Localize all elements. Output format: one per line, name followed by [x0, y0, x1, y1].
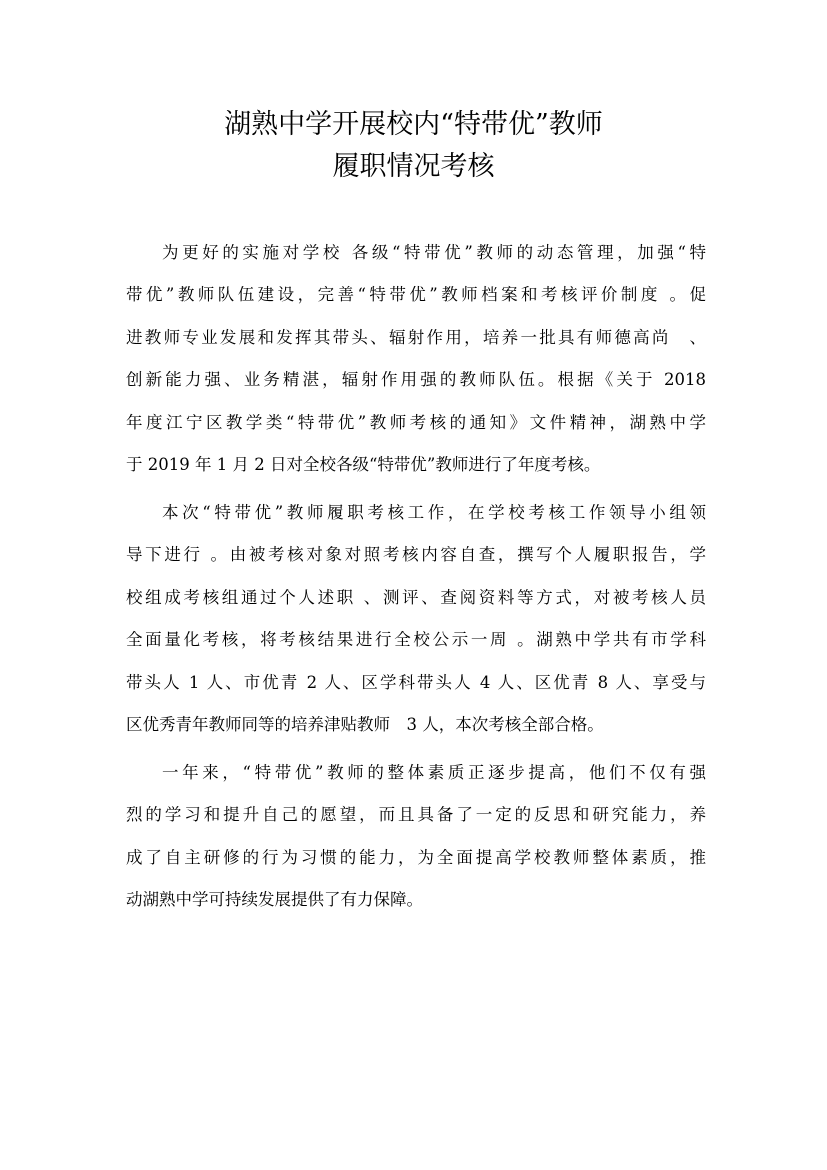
- paragraph-line: 年度江宁区教学类“特带优”教师考核的通知》文件精神，湖熟中学: [126, 412, 706, 432]
- paragraph-line: 带优”教师队伍建设，完善“特带优”教师档案和考核评价制度 。促: [126, 285, 706, 305]
- paragraph-line: 为更好的实施对学校 各级“特带优”教师的动态管理，加强“特: [162, 243, 706, 262]
- paragraph-2: [126, 492, 706, 746]
- paragraph-line: 于 2019 年 1 月 2 日对全校各级“特带优”教师进行了年度考核。: [126, 454, 601, 474]
- paragraph-line: 本次“特带优”教师履职考核工作，在学校考核工作领导小组领: [162, 503, 706, 522]
- paragraph-3: [126, 752, 706, 922]
- paragraph-line: 烈的学习和提升自己的愿望，而且具备了一定的反思和研究能力，养: [126, 805, 706, 825]
- paragraph-line: 成了自主研修的行为习惯的能力，为全面提高学校教师整体素质，推: [126, 847, 706, 867]
- paragraph-line: 动湖熟中学可持续发展提供了有力保障。: [126, 890, 423, 910]
- paragraph-line: 创新能力强、业务精湛，辐射作用强的教师队伍。根据《关于 2018: [126, 370, 706, 390]
- paragraph-line: 区优秀青年教师同等的培养津贴教师 3 人，本次考核全部合格。: [126, 714, 604, 734]
- document-title-line-2: 履职情况考核: [332, 151, 495, 182]
- paragraph-line: 全面量化考核，将考核结果进行全校公示一周 。湖熟中学共有市学科: [126, 630, 706, 650]
- paragraph-line: 进教师专业发展和发挥其带头、辐射作用，培养一批具有师德高尚 、: [126, 327, 706, 347]
- paragraph-line: 带头人 1 人、市优青 2 人、区学科带头人 4 人、区优青 8 人、享受与: [126, 672, 706, 692]
- paragraph-line: 校组成考核组通过个人述职 、测评、查阅资料等方式，对被考核人员: [126, 587, 706, 607]
- paragraph-line: 一年来，“特带优”教师的整体素质正逐步提高，他们不仅有强: [162, 763, 706, 782]
- paragraph-1: [126, 232, 706, 486]
- paragraph-line: 导下进行 。由被考核对象对照考核内容自查，撰写个人履职报告，学: [126, 545, 706, 565]
- document-title-line-1: 湖熟中学开展校内“特带优”教师: [224, 109, 603, 140]
